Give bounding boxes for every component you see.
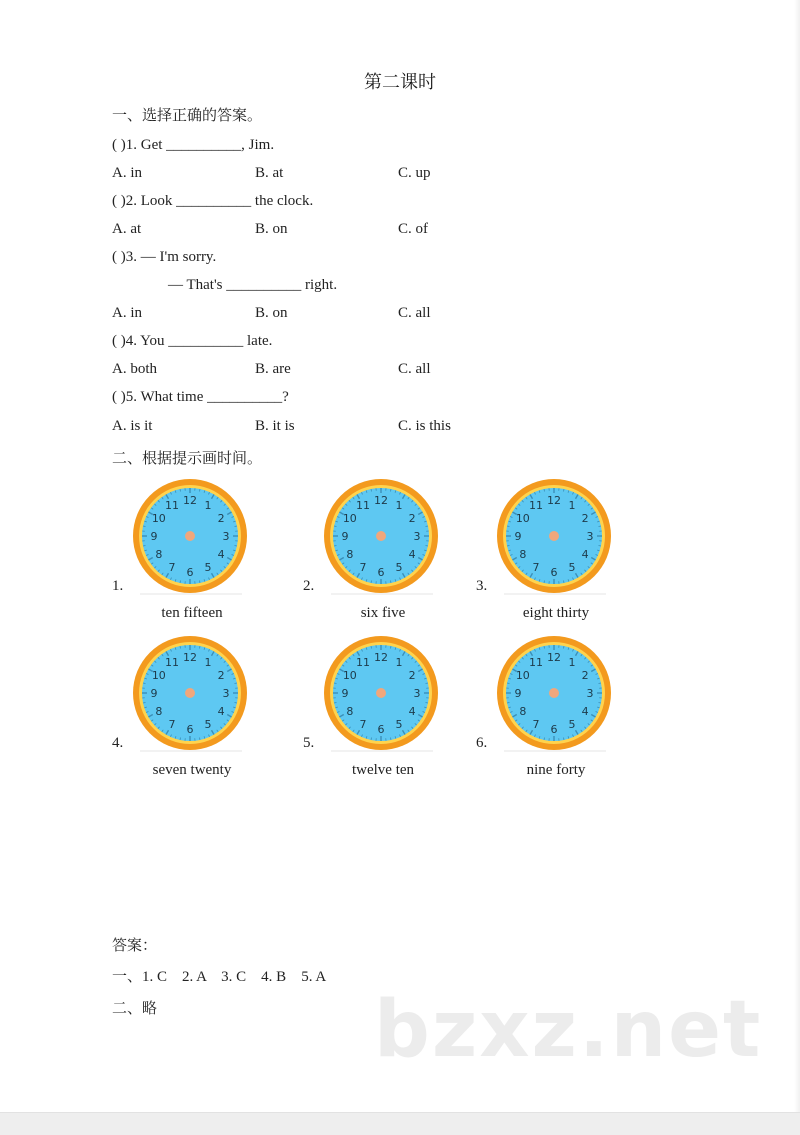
question-3-option-a: A. in: [112, 305, 142, 322]
clock-numeral: 7: [169, 718, 176, 731]
clock-numeral: 6: [187, 566, 194, 579]
clock-numeral: 6: [378, 723, 385, 736]
clock-numeral: 8: [346, 548, 353, 561]
clock-item-5: [303, 635, 473, 785]
question-1-option-b: B. at: [255, 165, 283, 182]
question-1-option-c: C. up: [398, 165, 431, 182]
clock-numeral: 2: [218, 512, 225, 525]
clock-tick: [180, 489, 181, 491]
question-1-option-a: A. in: [112, 165, 142, 182]
clock-numeral: 10: [516, 669, 530, 682]
clock-item-6: [476, 635, 646, 785]
clock-tick: [235, 545, 237, 546]
clock-numeral: 8: [155, 548, 162, 561]
clock-numeral: 3: [223, 530, 230, 543]
question-3-option-b: B. on: [255, 305, 288, 322]
clock-tick: [334, 526, 336, 527]
clock-numeral: 2: [409, 669, 416, 682]
clock-numeral: 7: [533, 561, 540, 574]
clock-numeral: 8: [346, 705, 353, 718]
clock-tick: [334, 702, 336, 703]
clock-number: 2.: [303, 578, 314, 595]
clock-numeral: 11: [356, 499, 370, 512]
question-2-option-a: A. at: [112, 221, 141, 238]
clock-tick: [235, 526, 237, 527]
clock-numeral: 9: [151, 530, 158, 543]
clock-item-3: [476, 478, 646, 628]
clock-numeral: 5: [205, 718, 212, 731]
clock-center-pin: [549, 531, 559, 541]
clock-tick: [544, 738, 545, 740]
clock-center-pin: [376, 688, 386, 698]
question-5-option-b: B. it is: [255, 418, 295, 435]
clock-tick: [180, 738, 181, 740]
clock-numeral: 1: [569, 499, 576, 512]
clock-numeral: 10: [343, 512, 357, 525]
page-title: 第二课时: [0, 68, 800, 94]
clock-numeral: 4: [409, 548, 416, 561]
clock-numeral: 5: [569, 718, 576, 731]
clock-numeral: 10: [343, 669, 357, 682]
clock-numeral: 2: [218, 669, 225, 682]
clock-tick: [563, 738, 564, 740]
clock-numeral: 5: [569, 561, 576, 574]
clock-numeral: 2: [582, 669, 589, 682]
clock-numeral: 3: [587, 687, 594, 700]
clock-number: 4.: [112, 735, 123, 752]
clock-face-icon[interactable]: [494, 478, 614, 603]
clock-tick: [599, 683, 601, 684]
clock-numeral: 11: [529, 656, 543, 669]
clock-tick: [235, 702, 237, 703]
clock-tick: [390, 489, 391, 491]
clock-item-2: [303, 478, 473, 628]
clock-tick: [563, 646, 564, 648]
clock-center-pin: [549, 688, 559, 698]
clock-numeral: 10: [152, 512, 166, 525]
clock-numeral: 5: [396, 718, 403, 731]
clock-tick: [199, 646, 200, 648]
watermark-logo: bzxz.net: [374, 985, 762, 1075]
clock-numeral: 11: [165, 656, 179, 669]
clock-numeral: 3: [414, 687, 421, 700]
answers-line-2: 二、略: [112, 997, 157, 1018]
clock-tick: [563, 489, 564, 491]
clock-number: 6.: [476, 735, 487, 752]
question-5-option-a: A. is it: [112, 418, 152, 435]
question-1-stem: ( )1. Get __________, Jim.: [112, 137, 274, 154]
clock-numeral: 10: [152, 669, 166, 682]
clock-tick: [371, 738, 372, 740]
clock-center-pin: [185, 531, 195, 541]
clock-tick: [426, 702, 428, 703]
question-5-stem: ( )5. What time __________?: [112, 389, 289, 406]
clock-numeral: 1: [569, 656, 576, 669]
clock-tick: [599, 545, 601, 546]
clock-numeral: 11: [529, 499, 543, 512]
clock-numeral: 11: [356, 656, 370, 669]
clock-numeral: 6: [551, 723, 558, 736]
answers-line-1: 一、1. C 2. A 3. C 4. B 5. A: [112, 965, 326, 986]
clock-numeral: 12: [547, 651, 561, 664]
clock-numeral: 12: [374, 651, 388, 664]
clock-numeral: 5: [205, 561, 212, 574]
clock-center-pin: [185, 688, 195, 698]
clock-numeral: 4: [218, 705, 225, 718]
clock-face-icon[interactable]: [130, 478, 250, 603]
clock-tick: [199, 489, 200, 491]
clock-numeral: 3: [414, 530, 421, 543]
clock-caption: seven twenty: [112, 762, 272, 779]
clock-numeral: 2: [582, 512, 589, 525]
clock-tick: [334, 683, 336, 684]
clock-tick: [426, 526, 428, 527]
clock-caption: six five: [303, 605, 463, 622]
clock-numeral: 4: [582, 548, 589, 561]
question-2-option-b: B. on: [255, 221, 288, 238]
clock-numeral: 1: [396, 656, 403, 669]
question-5-option-c: C. is this: [398, 418, 451, 435]
clock-numeral: 9: [515, 530, 522, 543]
page-edge-shadow: [794, 0, 800, 1112]
clock-numeral: 1: [396, 499, 403, 512]
clock-numeral: 8: [519, 548, 526, 561]
question-2-stem: ( )2. Look __________ the clock.: [112, 193, 313, 210]
question-3-stem-line2: — That's __________ right.: [168, 277, 337, 294]
clock-numeral: 9: [342, 687, 349, 700]
clock-numeral: 6: [378, 566, 385, 579]
clock-numeral: 11: [165, 499, 179, 512]
clock-tick: [563, 581, 564, 583]
clock-tick: [426, 545, 428, 546]
clock-numeral: 12: [183, 651, 197, 664]
clock-tick: [544, 581, 545, 583]
clock-numeral: 6: [551, 566, 558, 579]
clock-numeral: 7: [169, 561, 176, 574]
clock-numeral: 4: [582, 705, 589, 718]
clock-numeral: 9: [342, 530, 349, 543]
bottom-scroll-bar[interactable]: [0, 1112, 800, 1135]
clock-tick: [544, 646, 545, 648]
clock-tick: [143, 702, 145, 703]
clock-tick: [180, 581, 181, 583]
clock-caption: ten fifteen: [112, 605, 272, 622]
clock-tick: [507, 683, 509, 684]
clock-numeral: 9: [151, 687, 158, 700]
clock-tick: [199, 738, 200, 740]
clock-tick: [507, 702, 509, 703]
clock-tick: [235, 683, 237, 684]
clock-face-icon[interactable]: [494, 635, 614, 760]
clock-tick: [143, 545, 145, 546]
clock-numeral: 10: [516, 512, 530, 525]
clock-tick: [143, 526, 145, 527]
clock-number: 3.: [476, 578, 487, 595]
question-4-option-b: B. are: [255, 361, 291, 378]
clock-tick: [371, 581, 372, 583]
clock-numeral: 2: [409, 512, 416, 525]
clock-tick: [371, 489, 372, 491]
clock-item-4: [112, 635, 282, 785]
clock-tick: [390, 738, 391, 740]
clock-tick: [507, 526, 509, 527]
clock-number: 1.: [112, 578, 123, 595]
clock-tick: [426, 683, 428, 684]
clock-caption: nine forty: [476, 762, 636, 779]
clock-numeral: 5: [396, 561, 403, 574]
question-4-option-a: A. both: [112, 361, 157, 378]
question-4-option-c: C. all: [398, 361, 431, 378]
clock-center-pin: [376, 531, 386, 541]
clock-numeral: 7: [360, 718, 367, 731]
clock-tick: [390, 646, 391, 648]
clock-numeral: 8: [155, 705, 162, 718]
clock-number: 5.: [303, 735, 314, 752]
clock-numeral: 12: [183, 494, 197, 507]
clock-numeral: 7: [533, 718, 540, 731]
question-4-stem: ( )4. You __________ late.: [112, 333, 272, 350]
clock-numeral: 4: [218, 548, 225, 561]
clock-caption: eight thirty: [476, 605, 636, 622]
section2-heading: 二、根据提示画时间。: [112, 447, 262, 468]
clock-numeral: 4: [409, 705, 416, 718]
clock-numeral: 12: [374, 494, 388, 507]
question-2-option-c: C. of: [398, 221, 428, 238]
clock-tick: [180, 646, 181, 648]
clock-caption: twelve ten: [303, 762, 463, 779]
clock-tick: [334, 545, 336, 546]
clock-tick: [143, 683, 145, 684]
clock-numeral: 1: [205, 656, 212, 669]
clock-tick: [599, 702, 601, 703]
question-3-stem: ( )3. — I'm sorry.: [112, 249, 216, 266]
clock-numeral: 6: [187, 723, 194, 736]
clock-face-icon[interactable]: [321, 635, 441, 760]
clock-numeral: 12: [547, 494, 561, 507]
clock-numeral: 1: [205, 499, 212, 512]
answers-heading: 答案：: [112, 934, 157, 955]
question-3-option-c: C. all: [398, 305, 431, 322]
clock-tick: [599, 526, 601, 527]
clock-tick: [507, 545, 509, 546]
clock-numeral: 3: [587, 530, 594, 543]
clock-tick: [390, 581, 391, 583]
clock-item-1: [112, 478, 282, 628]
clock-face-icon[interactable]: [321, 478, 441, 603]
clock-numeral: 8: [519, 705, 526, 718]
section1-heading: 一、选择正确的答案。: [112, 104, 262, 125]
clock-numeral: 3: [223, 687, 230, 700]
clock-numeral: 9: [515, 687, 522, 700]
clock-tick: [544, 489, 545, 491]
clock-face-icon[interactable]: [130, 635, 250, 760]
clock-numeral: 7: [360, 561, 367, 574]
clock-tick: [371, 646, 372, 648]
clock-tick: [199, 581, 200, 583]
